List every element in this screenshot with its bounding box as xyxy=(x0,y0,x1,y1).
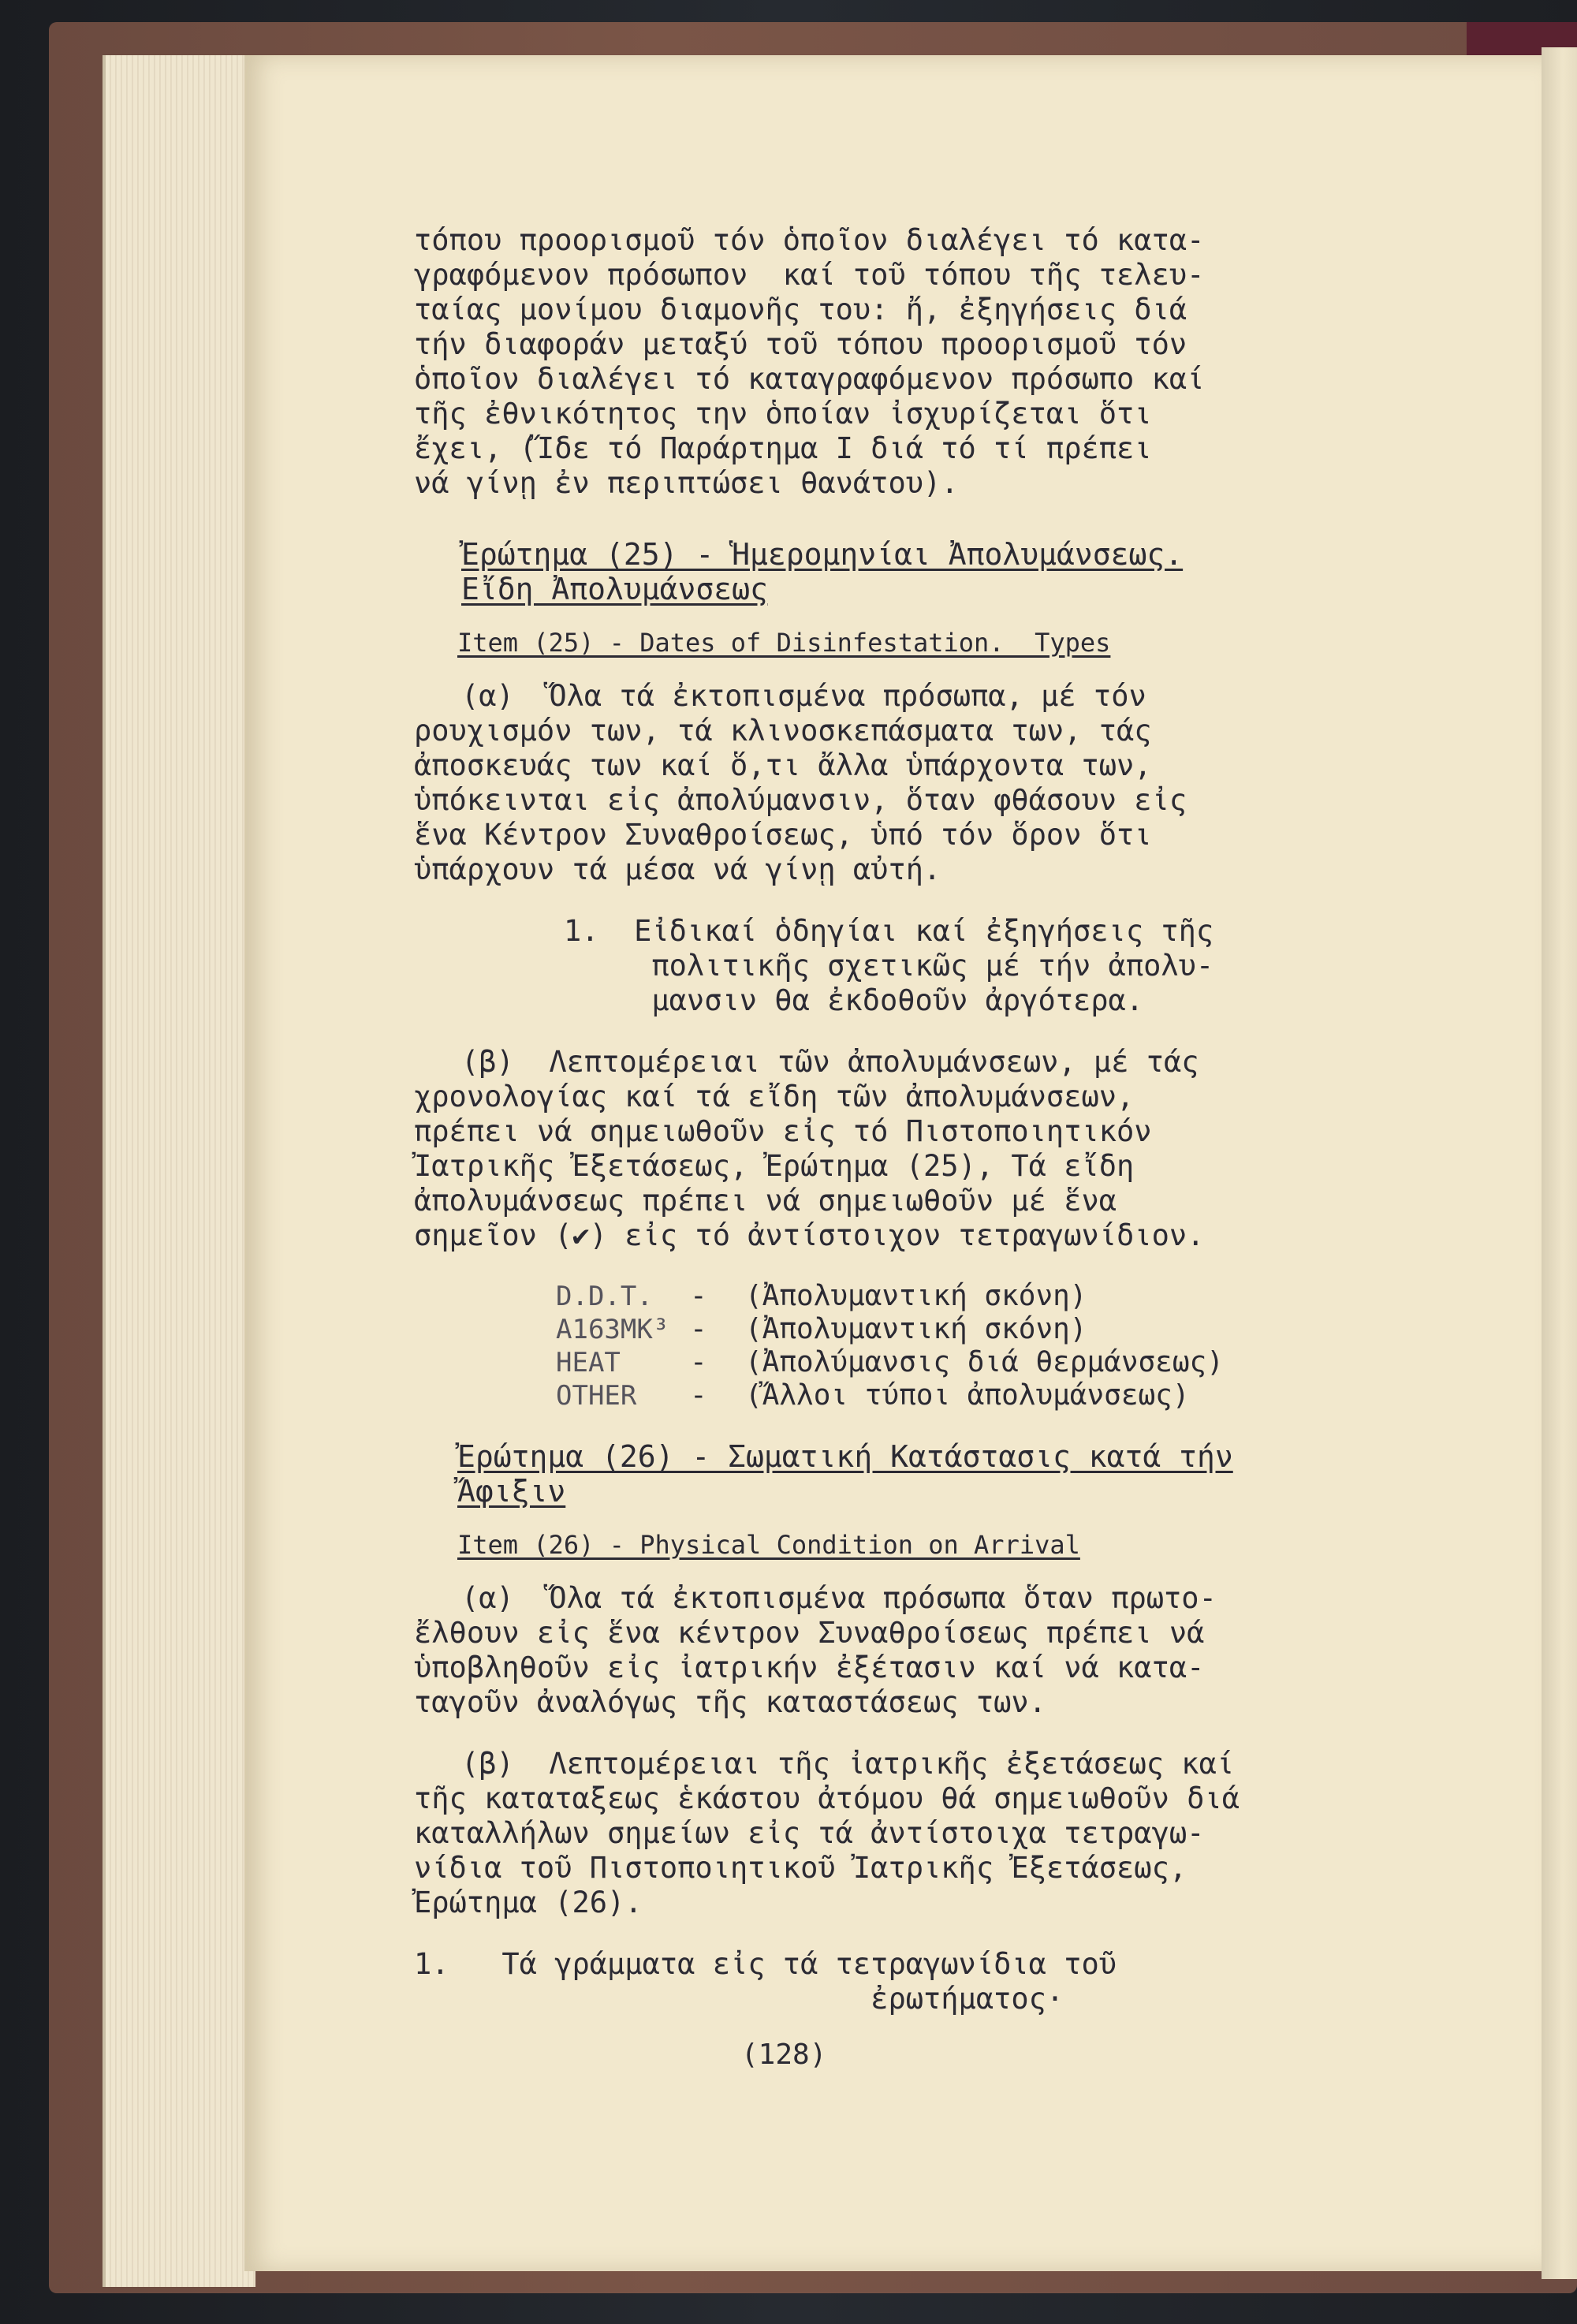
text-line: Ἰατρικῆς Ἐξετάσεως, Ἐρώτημα (25), Τά εἴδη xyxy=(414,1149,1135,1183)
page-text xyxy=(414,223,1360,2016)
text-line: 1. Τά γράμματα εἰς τά τετραγωνίδια τοῦ xyxy=(414,1947,1117,1981)
legend-dash: - xyxy=(690,1313,707,1345)
text-line: ἔλθουν εἰς ἕνα κέντρον Συναθροίσεως πρέπει νά xyxy=(414,1616,1205,1650)
text-line: ρουχισμόν των, τά κλινοσκεπάσματα των, τάς xyxy=(414,714,1152,748)
legend-dash: - xyxy=(690,1379,707,1412)
item26-heading xyxy=(414,1439,1360,1509)
item25-subsection-1 xyxy=(414,914,1360,1018)
page-number: (128) xyxy=(741,2039,827,2071)
text-line: (β) Λεπτομέρειαι τῆς ἰατρικῆς ἐξετάσεως καί xyxy=(461,1747,1235,1781)
text-line: γραφόμενον πρόσωπον καί τοῦ τόπου τῆς τελευ- xyxy=(414,258,1205,292)
item25-paragraph-a xyxy=(414,679,1360,887)
item26-english-heading: Item (26) - Physical Condition on Arrival xyxy=(457,1530,1080,1560)
text-line: ἀπολυμάνσεως πρέπει νά σημειωθοῦν μέ ἕνα xyxy=(414,1184,1117,1218)
item26-paragraph-a xyxy=(414,1581,1360,1720)
text-line: καταλλήλων σημείων εἰς τά ἀντίστοιχα τετραγω- xyxy=(414,1816,1205,1850)
text-line: ἀποσκευάς των καί ὅ,τι ἄλλα ὑπάρχοντα των, xyxy=(414,748,1152,782)
legend-code: HEAT xyxy=(556,1347,621,1378)
heading-line: Ἐρώτημα (25) - Ἡμερομηνίαι Ἀπολυμάνσεως. xyxy=(461,537,1184,572)
text-line: ἕνα Κέντρον Συναθροίσεως, ὑπό τόν ὅρον ὅτι xyxy=(414,818,1152,852)
text-line: ταγοῦν ἀναλόγως τῆς καταστάσεως των. xyxy=(414,1685,1046,1719)
text-line: πρέπει νά σημειωθοῦν εἰς τό Πιστοποιητικόν xyxy=(414,1114,1152,1148)
legend-dash: - xyxy=(690,1346,707,1378)
text-line: ὑπάρχουν τά μέσα νά γίνῃ αὐτή. xyxy=(414,852,941,886)
text-line: ἔχει, (Ἴδε τό Παράρτημα Ι διά τό τί πρέπει xyxy=(414,431,1152,465)
heading-line: Ἐρώτημα (26) - Σωματική Κατάστασις κατά τήν xyxy=(457,1439,1233,1474)
text-line: (α) Ὅλα τά ἐκτοπισμένα πρόσωπα, μέ τόν xyxy=(461,679,1146,713)
legend-code: A163MK³ xyxy=(556,1314,669,1345)
legend-row xyxy=(556,1313,1360,1346)
legend-description: (Ἀπολυμαντική σκόνη) xyxy=(745,1280,1087,1312)
text-line: ὑποβληθοῦν εἰς ἰατρικήν ἐξέτασιν καί νά κατα- xyxy=(414,1651,1205,1684)
text-line: σημεῖον (✔) εἰς τό ἀντίστοιχον τετραγωνίδιον. xyxy=(414,1218,1205,1252)
item25-paragraph-b xyxy=(414,1045,1360,1253)
page-stack-edge xyxy=(103,55,255,2287)
right-page-edge xyxy=(1542,47,1577,2279)
item25-english-heading: Item (25) - Dates of Disinfestation. Types xyxy=(457,628,1111,658)
text-line: νά γίνῃ ἐν περιπτώσει θανάτου). xyxy=(414,466,959,500)
item26-paragraph-b xyxy=(414,1747,1360,1920)
text-line: ἐρωτήματος· xyxy=(414,1982,1064,2016)
item25-heading xyxy=(414,537,1360,606)
legend-description: (Ἀπολύμανσις διά θερμάνσεως) xyxy=(745,1346,1224,1378)
legend-code: D.D.T. xyxy=(556,1281,653,1312)
text-line: τῆς ἐθνικότητος την ὁποίαν ἰσχυρίζεται ὅτι xyxy=(414,397,1152,431)
legend-description: (Ἀπολυμαντική σκόνη) xyxy=(745,1313,1087,1345)
text-line: πολιτικῆς σχετικῶς μέ τήν ἀπολυ- xyxy=(564,949,1214,983)
legend-dash: - xyxy=(690,1280,707,1312)
text-line: Ἐρώτημα (26). xyxy=(414,1886,643,1919)
legend-row xyxy=(556,1280,1360,1313)
legend-code: OTHER xyxy=(556,1380,637,1412)
text-line: ταίας μονίμου διαμονῆς του: ἤ, ἐξηγήσεις διά xyxy=(414,293,1187,326)
text-line: 1. Εἰδικαί ὁδηγίαι καί ἐξηγήσεις τῆς xyxy=(564,914,1214,948)
heading-line: Εἴδη Ἀπολυμάνσεως xyxy=(461,572,768,606)
text-line: τήν διαφοράν μεταξύ τοῦ τόπου προορισμοῦ τόν xyxy=(414,327,1187,361)
item26-subsection-1 xyxy=(414,1947,1360,2016)
text-line: τῆς καταταξεως ἑκάστου ἀτόμου θά σημειωθοῦν διά xyxy=(414,1781,1240,1815)
legend-row xyxy=(556,1379,1360,1412)
disinfestation-types-legend xyxy=(556,1280,1360,1412)
text-line: τόπου προορισμοῦ τόν ὁποῖον διαλέγει τό κατα- xyxy=(414,223,1205,257)
text-line: ὑπόκεινται εἰς ἀπολύμανσιν, ὅταν φθάσουν εἰς xyxy=(414,783,1187,817)
intro-paragraph xyxy=(414,223,1360,501)
text-line: (α) Ὅλα τά ἐκτοπισμένα πρόσωπα ὅταν πρωτο- xyxy=(461,1581,1217,1615)
legend-row xyxy=(556,1346,1360,1379)
text-line: χρονολογίας καί τά εἴδη τῶν ἀπολυμάνσεων, xyxy=(414,1080,1135,1114)
text-line: μανσιν θα ἐκδοθοῦν ἀργότερα. xyxy=(564,983,1144,1017)
text-line: νίδια τοῦ Πιστοποιητικοῦ Ἰατρικῆς Ἐξετάσεως, xyxy=(414,1851,1187,1885)
heading-line: Ἄφιξιν xyxy=(457,1474,566,1509)
text-line: ὁποῖον διαλέγει τό καταγραφόμενον πρόσωπο καί xyxy=(414,362,1205,396)
legend-description: (Ἄλλοι τύποι ἀπολυμάνσεως) xyxy=(745,1379,1190,1412)
text-line: (β) Λεπτομέρειαι τῶν ἀπολυμάνσεων, μέ τάς xyxy=(461,1045,1199,1079)
